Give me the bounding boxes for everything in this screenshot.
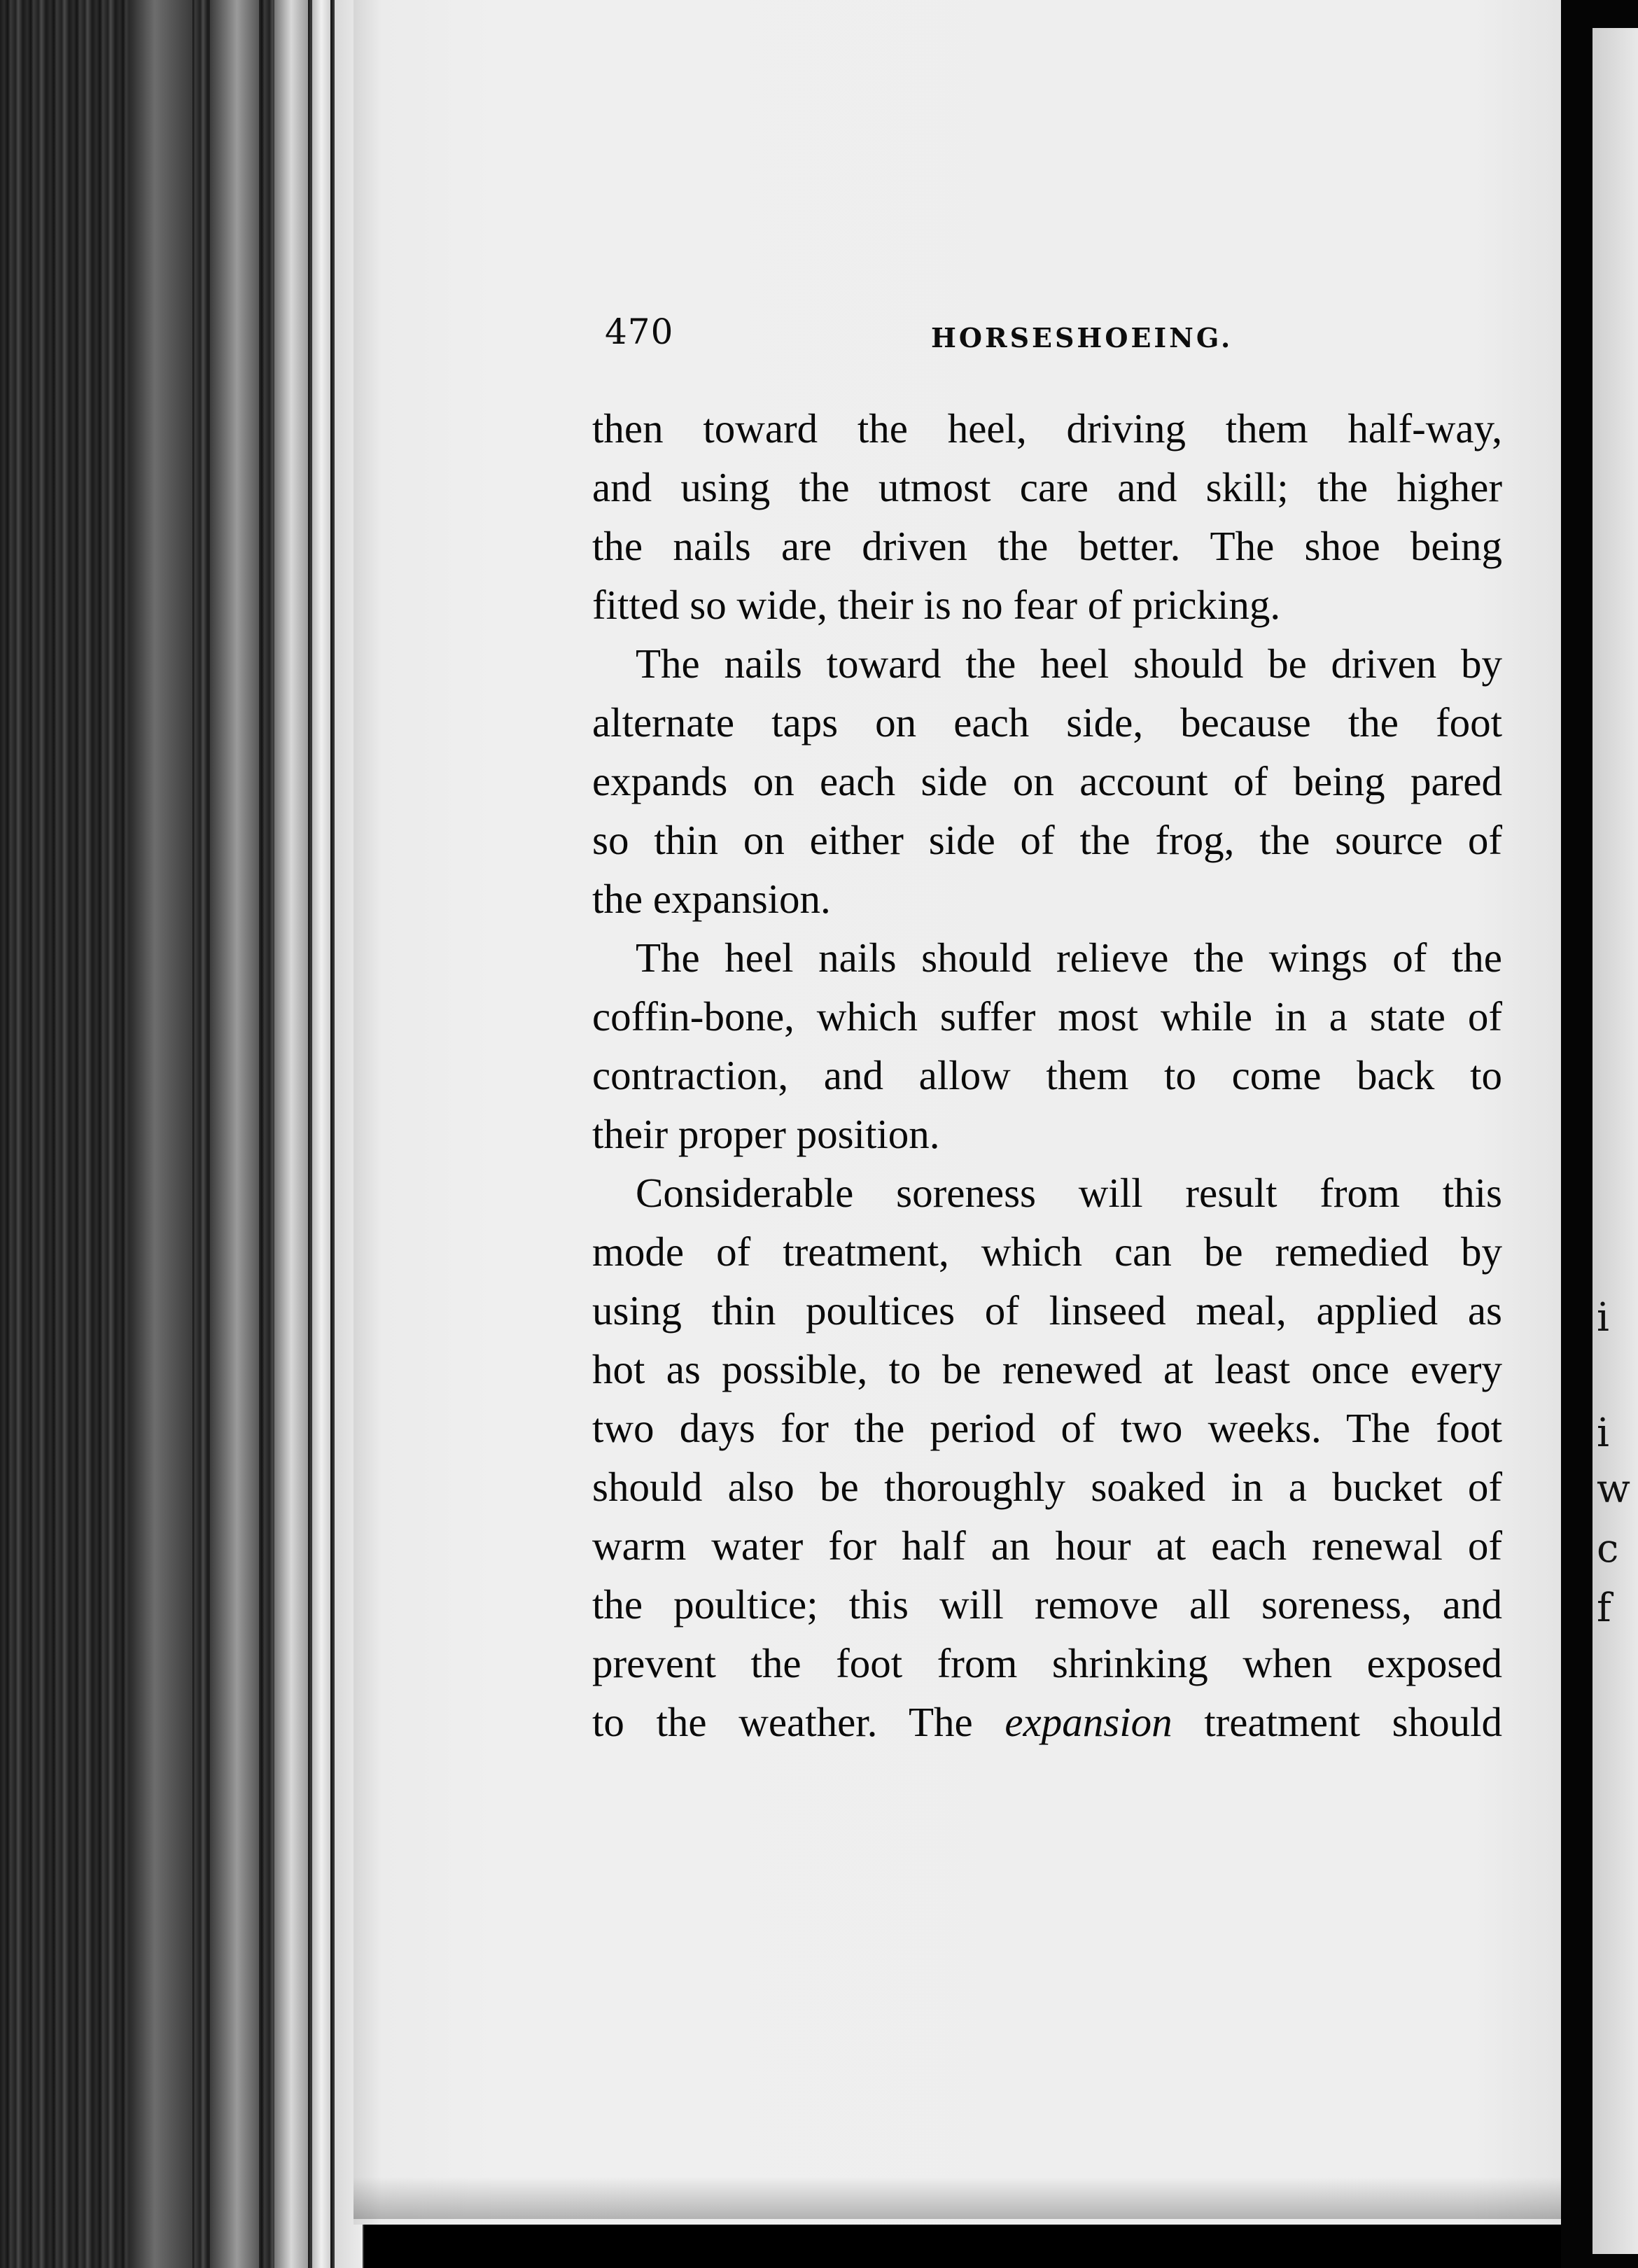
- text-line-final: [592, 1693, 1502, 1751]
- text-line: alternate taps on each side, because the foot: [592, 699, 1502, 746]
- page-number: 470: [605, 312, 674, 352]
- italic-word: expansion: [1004, 1699, 1172, 1745]
- text-line: their proper position.: [592, 1111, 940, 1157]
- text-run: to the weather. The: [592, 1699, 1005, 1745]
- text-line: so thin on either side of the frog, the source of: [592, 817, 1502, 863]
- text-line: Considerable soreness will result from this: [636, 1170, 1502, 1216]
- text-run: treatment should: [1172, 1699, 1502, 1745]
- page-edge-stripe: [312, 0, 330, 2268]
- text-line: and using the utmost care and skill; the higher: [592, 464, 1502, 510]
- text-line: prevent the foot from shrinking when exposed: [592, 1640, 1502, 1686]
- page-bottom-shadow: [354, 2177, 1575, 2219]
- adjacent-page-fragment: f: [1597, 1586, 1611, 1631]
- adjacent-page-fragment: c: [1597, 1526, 1619, 1572]
- text-line: warm water for half an hour at each renewal of: [592, 1522, 1502, 1569]
- page-edge-stripe: [210, 0, 259, 2268]
- adjacent-page-fragment: i: [1597, 1295, 1609, 1340]
- text-line: the nails are driven the better. The shoe being: [592, 523, 1502, 569]
- adjacent-page-slice: [1592, 28, 1638, 2254]
- text-line: should also be thoroughly soaked in a bucket of: [592, 1464, 1502, 1510]
- text-line: using thin poultices of linseed meal, applied as: [592, 1287, 1502, 1334]
- text-line: The heel nails should relieve the wings of the: [636, 934, 1502, 981]
- page-edge-stripe: [274, 0, 308, 2268]
- text-line: then toward the heel, driving them half-way,: [592, 405, 1502, 451]
- text-line: the poultice; this will remove all soreness, and: [592, 1581, 1502, 1628]
- body-text: [592, 399, 1502, 1751]
- text-line: hot as possible, to be renewed at least once every: [592, 1346, 1502, 1392]
- text-line: expands on each side on account of being pared: [592, 758, 1502, 804]
- text-line: fitted so wide, their is no fear of pricking.: [592, 582, 1281, 628]
- text-line: contraction, and allow them to come back to: [592, 1052, 1502, 1098]
- text-line: The nails toward the heel should be driven by: [636, 640, 1502, 687]
- running-head-title: HORSESHOEING.: [931, 322, 1233, 354]
- adjacent-page-fragment: w: [1597, 1466, 1630, 1512]
- text-line: mode of treatment, which can be remedied by: [592, 1228, 1502, 1275]
- text-line: the expansion.: [592, 876, 831, 922]
- text-line: coffin-bone, which suffer most while in a state of: [592, 993, 1502, 1040]
- text-line: two days for the period of two weeks. The foot: [592, 1405, 1502, 1451]
- adjacent-page-fragment: i: [1597, 1410, 1609, 1456]
- page-edge-stripe: [130, 0, 192, 2268]
